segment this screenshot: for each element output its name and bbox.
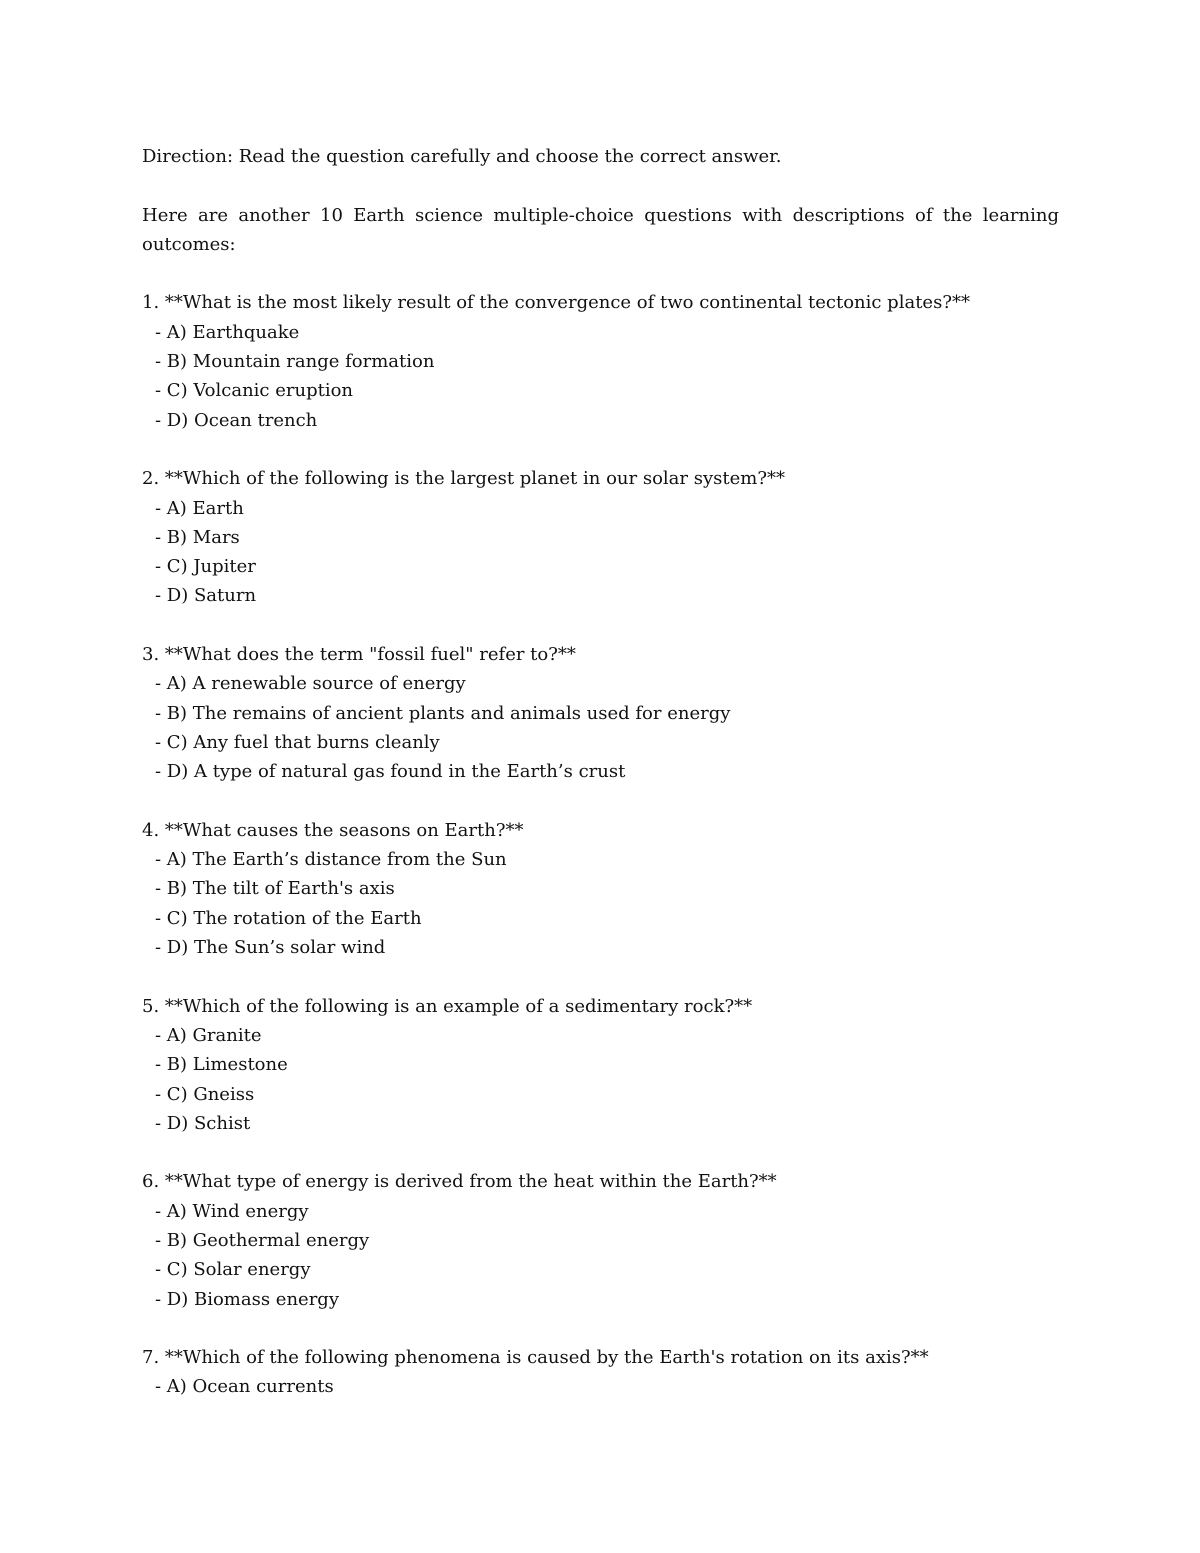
option-d: - D) Saturn — [155, 585, 257, 607]
question-1 — [142, 288, 1059, 434]
option-b: - B) Geothermal energy — [155, 1229, 370, 1251]
option-b: - B) Limestone — [155, 1054, 288, 1076]
option-b: - B) The tilt of Earth's axis — [155, 878, 395, 900]
direction-text: Direction: Read the question carefully and choose the correct answer. — [142, 146, 782, 167]
option-a: - A) Ocean currents — [155, 1376, 334, 1398]
question-text: 4. **What causes the seasons on Earth?** — [142, 819, 524, 841]
option-c: - C) Jupiter — [155, 556, 256, 578]
option-c: - C) Volcanic eruption — [155, 380, 354, 402]
question-text: 7. **Which of the following phenomena is caused by the Earth's rotation on its axis?** — [142, 1347, 929, 1369]
question-7 — [142, 1343, 1059, 1402]
option-c: - C) Gneiss — [155, 1083, 255, 1105]
question-text: 3. **What does the term "fossil fuel" refer to?** — [142, 644, 576, 666]
option-a: - A) Wind energy — [155, 1200, 309, 1222]
option-a: - A) The Earth’s distance from the Sun — [155, 849, 507, 871]
option-d: - D) The Sun’s solar wind — [155, 937, 386, 959]
question-text: 6. **What type of energy is derived from the heat within the Earth?** — [142, 1171, 777, 1193]
question-text: 5. **Which of the following is an example of a sedimentary rock?** — [142, 995, 753, 1017]
option-c: - C) Any fuel that burns cleanly — [155, 731, 440, 753]
option-d: - D) Biomass energy — [155, 1288, 339, 1310]
option-a: - A) Earthquake — [155, 321, 300, 343]
question-3 — [142, 640, 1059, 786]
question-4 — [142, 816, 1059, 962]
question-text: 2. **Which of the following is the largest planet in our solar system?** — [142, 468, 785, 490]
option-a: - A) Earth — [155, 497, 244, 519]
question-2 — [142, 464, 1059, 610]
option-a: - A) Granite — [155, 1024, 262, 1046]
option-c: - C) The rotation of the Earth — [155, 907, 422, 929]
option-b: - B) Mountain range formation — [155, 351, 435, 373]
option-b: - B) The remains of ancient plants and animals used for energy — [155, 702, 731, 724]
question-6 — [142, 1167, 1059, 1313]
document-content — [142, 142, 1059, 1402]
option-d: - D) A type of natural gas found in the Earth’s crust — [155, 761, 626, 783]
option-b: - B) Mars — [155, 526, 240, 548]
question-text: 1. **What is the most likely result of the convergence of two continental tectonic plates?** — [142, 292, 970, 314]
intro-text: Here are another 10 Earth science multiple-choice questions with descriptions of the learning outcomes: — [142, 204, 1059, 255]
question-5 — [142, 992, 1059, 1138]
option-d: - D) Schist — [155, 1112, 251, 1134]
option-d: - D) Ocean trench — [155, 409, 318, 431]
option-a: - A) A renewable source of energy — [155, 673, 466, 695]
option-c: - C) Solar energy — [155, 1259, 311, 1281]
